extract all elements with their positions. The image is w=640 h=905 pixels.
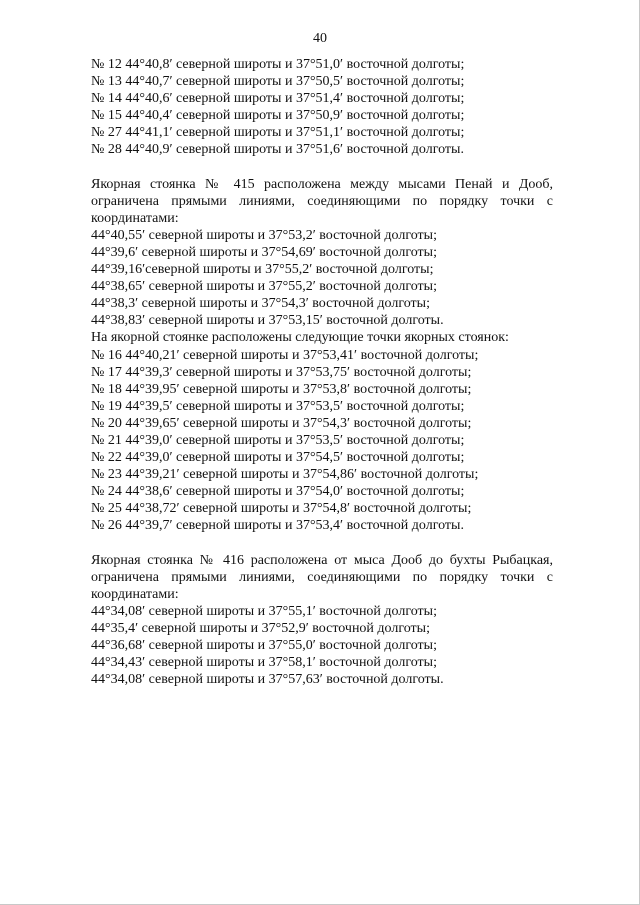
section-415-boundary-coords [91,227,553,330]
anchor-points-list-1 [91,56,553,159]
coordinate-line: 44°35,4′ северной широты и 37°52,9′ восточной долготы; [91,620,430,636]
coordinate-line: 44°34,08′ северной широты и 37°57,63′ восточной долготы. [91,672,444,688]
section-415-points-intro: На якорной стоянке расположены следующие точки якорных стоянок: [91,330,509,346]
coordinate-line: № 17 44°39,3′ северной широты и 37°53,75′ восточной долготы; [91,364,472,380]
coordinate-line: № 12 44°40,8′ северной широты и 37°51,0′ восточной долготы; [91,57,465,72]
coordinate-line: № 20 44°39,65′ северной широты и 37°54,3′ восточной долготы; [91,415,472,431]
coordinate-line: № 23 44°39,21′ северной широты и 37°54,86′ восточной долготы; [91,467,479,483]
page-number: 40 [313,31,327,46]
coordinate-line: № 15 44°40,4′ северной широты и 37°50,9′ восточной долготы; [91,108,465,124]
coordinate-line: 44°34,43′ северной широты и 37°58,1′ восточной долготы; [91,655,437,671]
coordinate-line: № 18 44°39,95′ северной широты и 37°53,8′ восточной долготы; [91,381,472,397]
coordinate-line: № 16 44°40,21′ северной широты и 37°53,41′ восточной долготы; [91,347,479,363]
coordinate-line: № 28 44°40,9′ северной широты и 37°51,6′ восточной долготы. [91,142,464,158]
coordinate-line: 44°40,55′ северной широты и 37°53,2′ восточной долготы; [91,227,437,243]
coordinate-line: № 24 44°38,6′ северной широты и 37°54,0′ восточной долготы; [91,484,465,500]
coordinate-line: 44°38,65′ северной широты и 37°55,2′ восточной долготы; [91,279,437,295]
coordinate-line: № 13 44°40,7′ северной широты и 37°50,5′ восточной долготы; [91,74,465,90]
coordinate-line: 44°39,6′ северной широты и 37°54,69′ восточной долготы; [91,244,437,260]
section-416-boundary-coords [91,603,553,688]
coordinate-line: 44°38,83′ северной широты и 37°53,15′ восточной долготы. [91,313,444,329]
coordinate-line: № 22 44°39,0′ северной широты и 37°54,5′ восточной долготы; [91,450,465,466]
coordinate-line: 44°34,08′ северной широты и 37°55,1′ восточной долготы; [91,603,437,619]
coordinate-line: № 19 44°39,5′ северной широты и 37°53,5′ восточной долготы; [91,398,465,414]
document-body [91,56,553,688]
coordinate-line: № 26 44°39,7′ северной широты и 37°53,4′ восточной долготы. [91,518,464,534]
coordinate-line: № 21 44°39,0′ северной широты и 37°53,5′ восточной долготы; [91,432,465,448]
coordinate-line: 44°38,3′ северной широты и 37°54,3′ восточной долготы; [91,296,430,312]
coordinate-line: № 25 44°38,72′ северной широты и 37°54,8′ восточной долготы; [91,501,472,517]
coordinate-line: № 27 44°41,1′ северной широты и 37°51,1′ восточной долготы; [91,125,465,141]
section-416-intro: Якорная стоянка № 416 расположена от мыса Дооб до бухты Рыбацкая, ограничена прямыми линиями, соединяющими по порядку точки с координатами: [91,552,553,602]
section-415-anchor-points [91,347,553,535]
coordinate-line: 44°36,68′ северной широты и 37°55,0′ восточной долготы; [91,638,437,653]
section-415-intro: Якорная стоянка № 415 расположена между мысами Пенай и Дооб, ограничена прямыми линиями, соединяющими по порядку точки с координатами: [91,176,553,226]
coordinate-line: № 14 44°40,6′ северной широты и 37°51,4′ восточной долготы; [91,91,465,107]
coordinate-line: 44°39,16′северной широты и 37°55,2′ восточной долготы; [91,262,434,278]
